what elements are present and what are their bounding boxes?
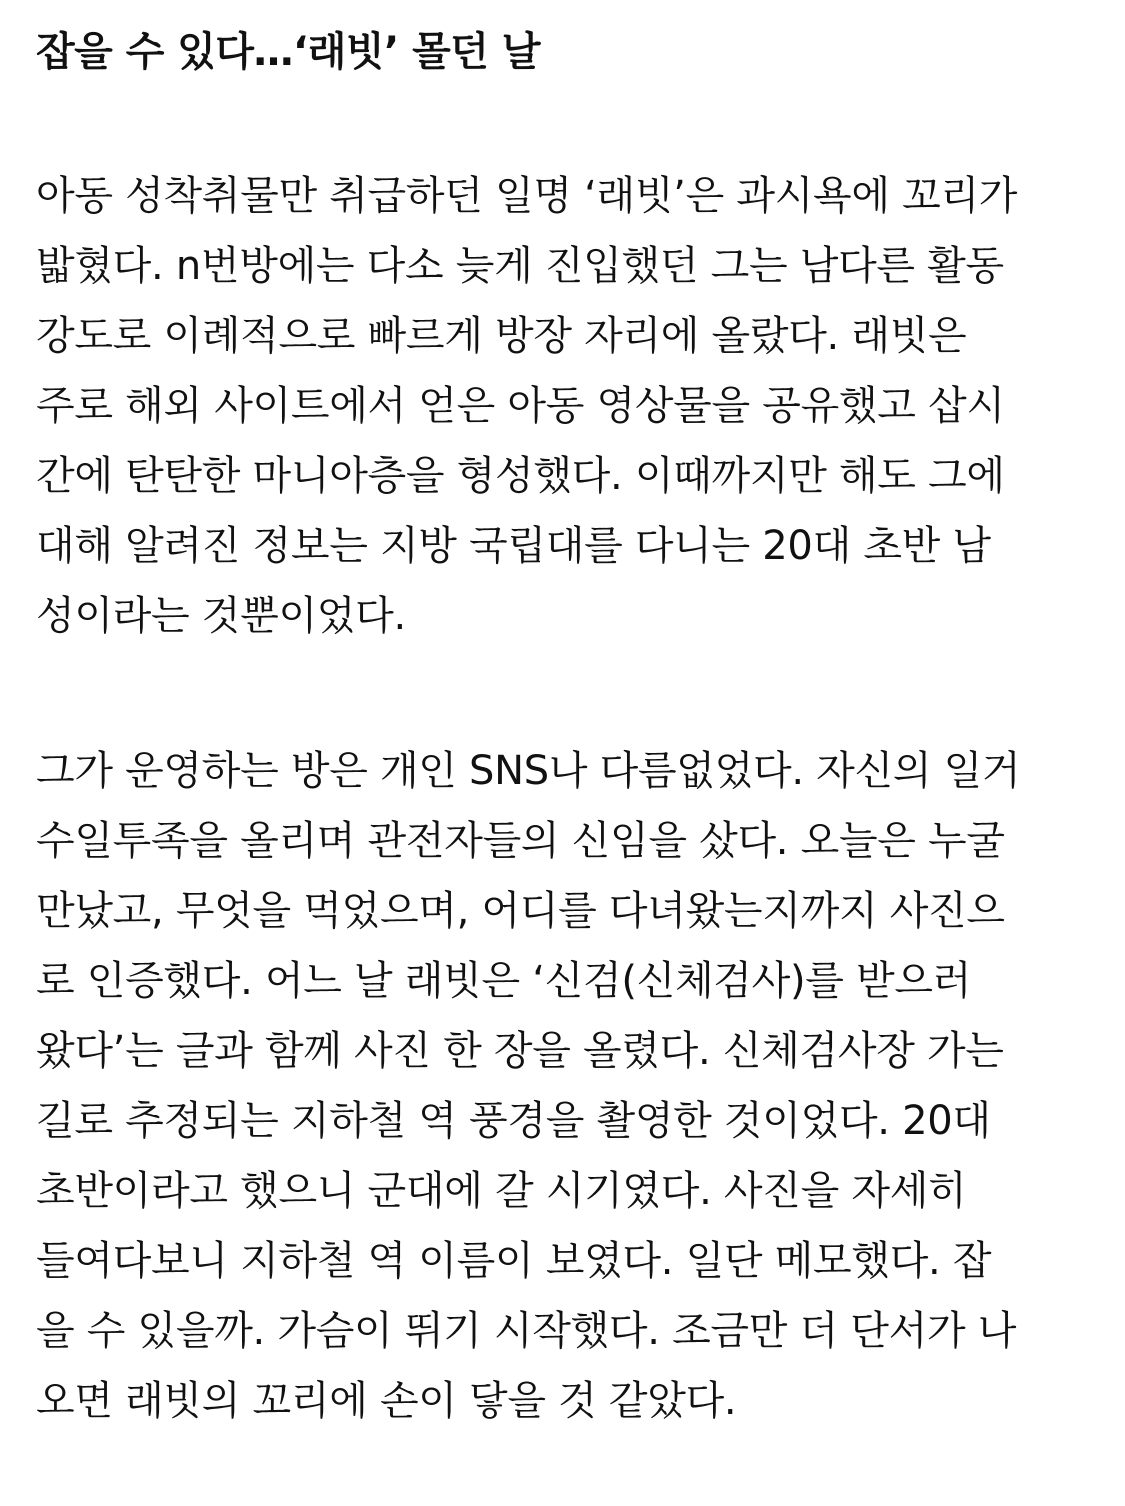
paragraph-line: 만났고, 무엇을 먹었으며, 어디를 다녀왔는지까지 사진으	[36, 888, 1005, 934]
paragraph-line: 밟혔다. n번방에는 다소 늦게 진입했던 그는 남다른 활동	[36, 243, 1004, 289]
paragraph-line: 간에 탄탄한 마니아층을 형성했다. 이때까지만 해도 그에	[36, 453, 1005, 499]
paragraph-line: 로 인증했다. 어느 날 래빗은 ‘신검(신체검사)를 받으러	[36, 958, 972, 1004]
paragraph-line: 성이라는 것뿐이었다.	[36, 593, 406, 639]
paragraph-line: 오면 래빗의 꼬리에 손이 닿을 것 같았다.	[36, 1378, 737, 1424]
paragraph-line: 그가 운영하는 방은 개인 SNS나 다름없었다. 자신의 일거	[36, 748, 1021, 794]
paragraph-line: 왔다’는 글과 함께 사진 한 장을 올렸다. 신체검사장 가는	[36, 1028, 1004, 1074]
paragraph-line: 아동 성착취물만 취급하던 일명 ‘래빗’은 과시욕에 꼬리가	[36, 173, 1018, 219]
paragraph-line: 초반이라고 했으니 군대에 갈 시기였다. 사진을 자세히	[36, 1168, 967, 1214]
paragraph-line: 길로 추정되는 지하철 역 풍경을 촬영한 것이었다. 20대	[36, 1098, 991, 1144]
paragraph-line: 들여다보니 지하철 역 이름이 보였다. 일단 메모했다. 잡	[36, 1238, 992, 1284]
paragraph-line: 수일투족을 올리며 관전자들의 신임을 샀다. 오늘은 누굴	[36, 818, 1005, 864]
paragraph-line: 강도로 이례적으로 빠르게 방장 자리에 올랐다. 래빗은	[36, 313, 967, 359]
article-title: 잡을 수 있다…‘래빗’ 몰던 날	[36, 29, 540, 75]
paragraph-line: 주로 해외 사이트에서 얻은 아동 영상물을 공유했고 삽시	[36, 383, 1005, 429]
paragraph-line: 을 수 있을까. 가슴이 뛰기 시작했다. 조금만 더 단서가 나	[36, 1308, 1017, 1354]
paragraph-line: 대해 알려진 정보는 지방 국립대를 다니는 20대 초반 남	[36, 523, 991, 569]
